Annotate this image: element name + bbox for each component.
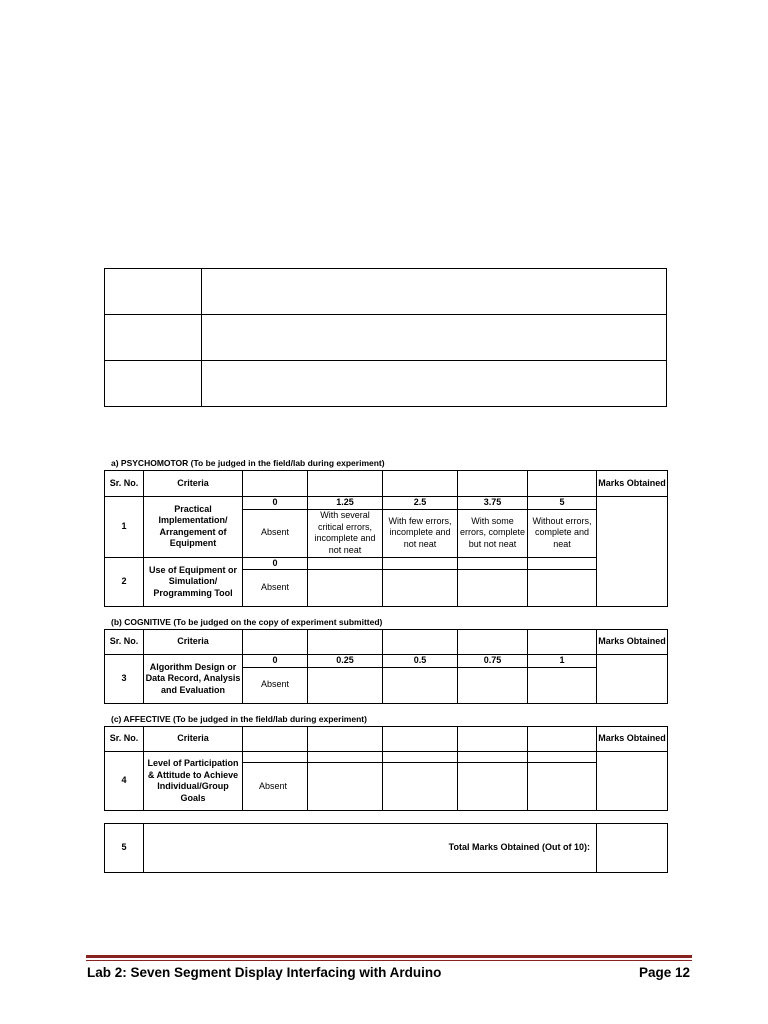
score-cell [528,752,597,763]
header-row [105,471,668,497]
info-value-cell [202,315,667,361]
marks-obtained-header: Marks Obtained [597,630,668,655]
info-row [105,315,667,361]
descriptor-cell [308,763,383,811]
footer-divider-thin [86,960,692,961]
criteria-cell: Algorithm Design or Data Record, Analysis and Evaluation [144,655,243,704]
criteria-header: Criteria [144,471,243,497]
descriptor-cell: Absent [243,570,308,607]
affective-section-title: (c) AFFECTIVE (To be judged in the field/lab during experiment) [111,714,367,724]
score-cell [458,752,528,763]
sr-no-header: Sr. No. [105,630,144,655]
descriptor-cell [458,667,528,703]
total-marks-table [104,823,668,873]
blank-header-cell [243,727,308,752]
criteria-cell: Level of Participation & Attitude to Achieve Individual/Group Goals [144,752,243,811]
score-cell: 0.75 [458,655,528,668]
blank-header-cell [528,471,597,497]
score-cell: 0 [243,655,308,668]
cognitive-rubric-table [104,629,668,704]
descriptor-cell: Absent [243,763,308,811]
sr-no-cell: 3 [105,655,144,704]
header-row [105,727,668,752]
student-info-table [104,268,667,407]
score-row [105,497,668,510]
score-cell: 0.5 [383,655,458,668]
marks-obtained-cell [597,655,668,704]
cognitive-section-title: (b) COGNITIVE (To be judged on the copy of experiment submitted) [111,617,383,627]
descriptor-cell: With some errors, complete but not neat [458,509,528,557]
score-cell [383,752,458,763]
blank-header-cell [528,727,597,752]
sr-no-cell: 2 [105,557,144,607]
score-cell [243,752,308,763]
descriptor-cell [383,570,458,607]
score-cell [308,752,383,763]
descriptor-cell [458,763,528,811]
blank-header-cell [458,471,528,497]
score-cell [383,557,458,570]
psychomotor-section-title: a) PSYCHOMOTOR (To be judged in the field/lab during experiment) [111,458,385,468]
descriptor-cell [528,763,597,811]
score-cell [308,557,383,570]
score-cell: 0 [243,557,308,570]
total-marks-label: Total Marks Obtained (Out of 10): [144,824,597,873]
blank-header-cell [243,630,308,655]
psychomotor-rubric-table [104,470,668,607]
criteria-header: Criteria [144,727,243,752]
descriptor-cell: With several critical errors, incomplete and not neat [308,509,383,557]
score-cell: 2.5 [383,497,458,510]
total-marks-value-cell [597,824,668,873]
total-row [105,824,668,873]
score-row [105,752,668,763]
score-cell: 0 [243,497,308,510]
info-row [105,361,667,407]
blank-header-cell [528,630,597,655]
score-cell: 3.75 [458,497,528,510]
score-row [105,557,668,570]
score-cell: 1 [528,655,597,668]
descriptor-cell [308,570,383,607]
blank-header-cell [308,471,383,497]
descriptor-cell [383,667,458,703]
info-row [105,269,667,315]
score-cell: 0.25 [308,655,383,668]
footer-divider [86,955,692,958]
blank-header-cell [383,630,458,655]
blank-header-cell [458,630,528,655]
footer-lab-title: Lab 2: Seven Segment Display Interfacing with Arduino [87,965,442,980]
descriptor-cell [458,570,528,607]
marks-obtained-cell [597,497,668,607]
score-cell [528,557,597,570]
criteria-cell: Practical Implementation/ Arrangement of Equipment [144,497,243,558]
blank-header-cell [458,727,528,752]
descriptor-cell [308,667,383,703]
marks-obtained-header: Marks Obtained [597,727,668,752]
info-value-cell [202,361,667,407]
descriptor-cell [383,763,458,811]
descriptor-cell: With few errors, incomplete and not neat [383,509,458,557]
info-label-cell [105,315,202,361]
blank-header-cell [243,471,308,497]
blank-header-cell [383,727,458,752]
score-row [105,655,668,668]
affective-rubric-table [104,726,668,811]
descriptor-cell: Absent [243,667,308,703]
descriptor-cell [528,570,597,607]
descriptor-cell: Without errors, complete and neat [528,509,597,557]
blank-header-cell [383,471,458,497]
descriptor-cell [528,667,597,703]
info-label-cell [105,269,202,315]
score-cell: 1.25 [308,497,383,510]
sr-no-cell: 1 [105,497,144,558]
blank-header-cell [308,727,383,752]
sr-no-cell: 5 [105,824,144,873]
marks-obtained-cell [597,752,668,811]
info-label-cell [105,361,202,407]
info-value-cell [202,269,667,315]
sr-no-header: Sr. No. [105,727,144,752]
marks-obtained-header: Marks Obtained [597,471,668,497]
sr-no-header: Sr. No. [105,471,144,497]
descriptor-cell: Absent [243,509,308,557]
score-cell: 5 [528,497,597,510]
footer-page-number: Page 12 [638,965,690,980]
sr-no-cell: 4 [105,752,144,811]
blank-header-cell [308,630,383,655]
header-row [105,630,668,655]
score-cell [458,557,528,570]
criteria-cell: Use of Equipment or Simulation/ Programming Tool [144,557,243,607]
criteria-header: Criteria [144,630,243,655]
